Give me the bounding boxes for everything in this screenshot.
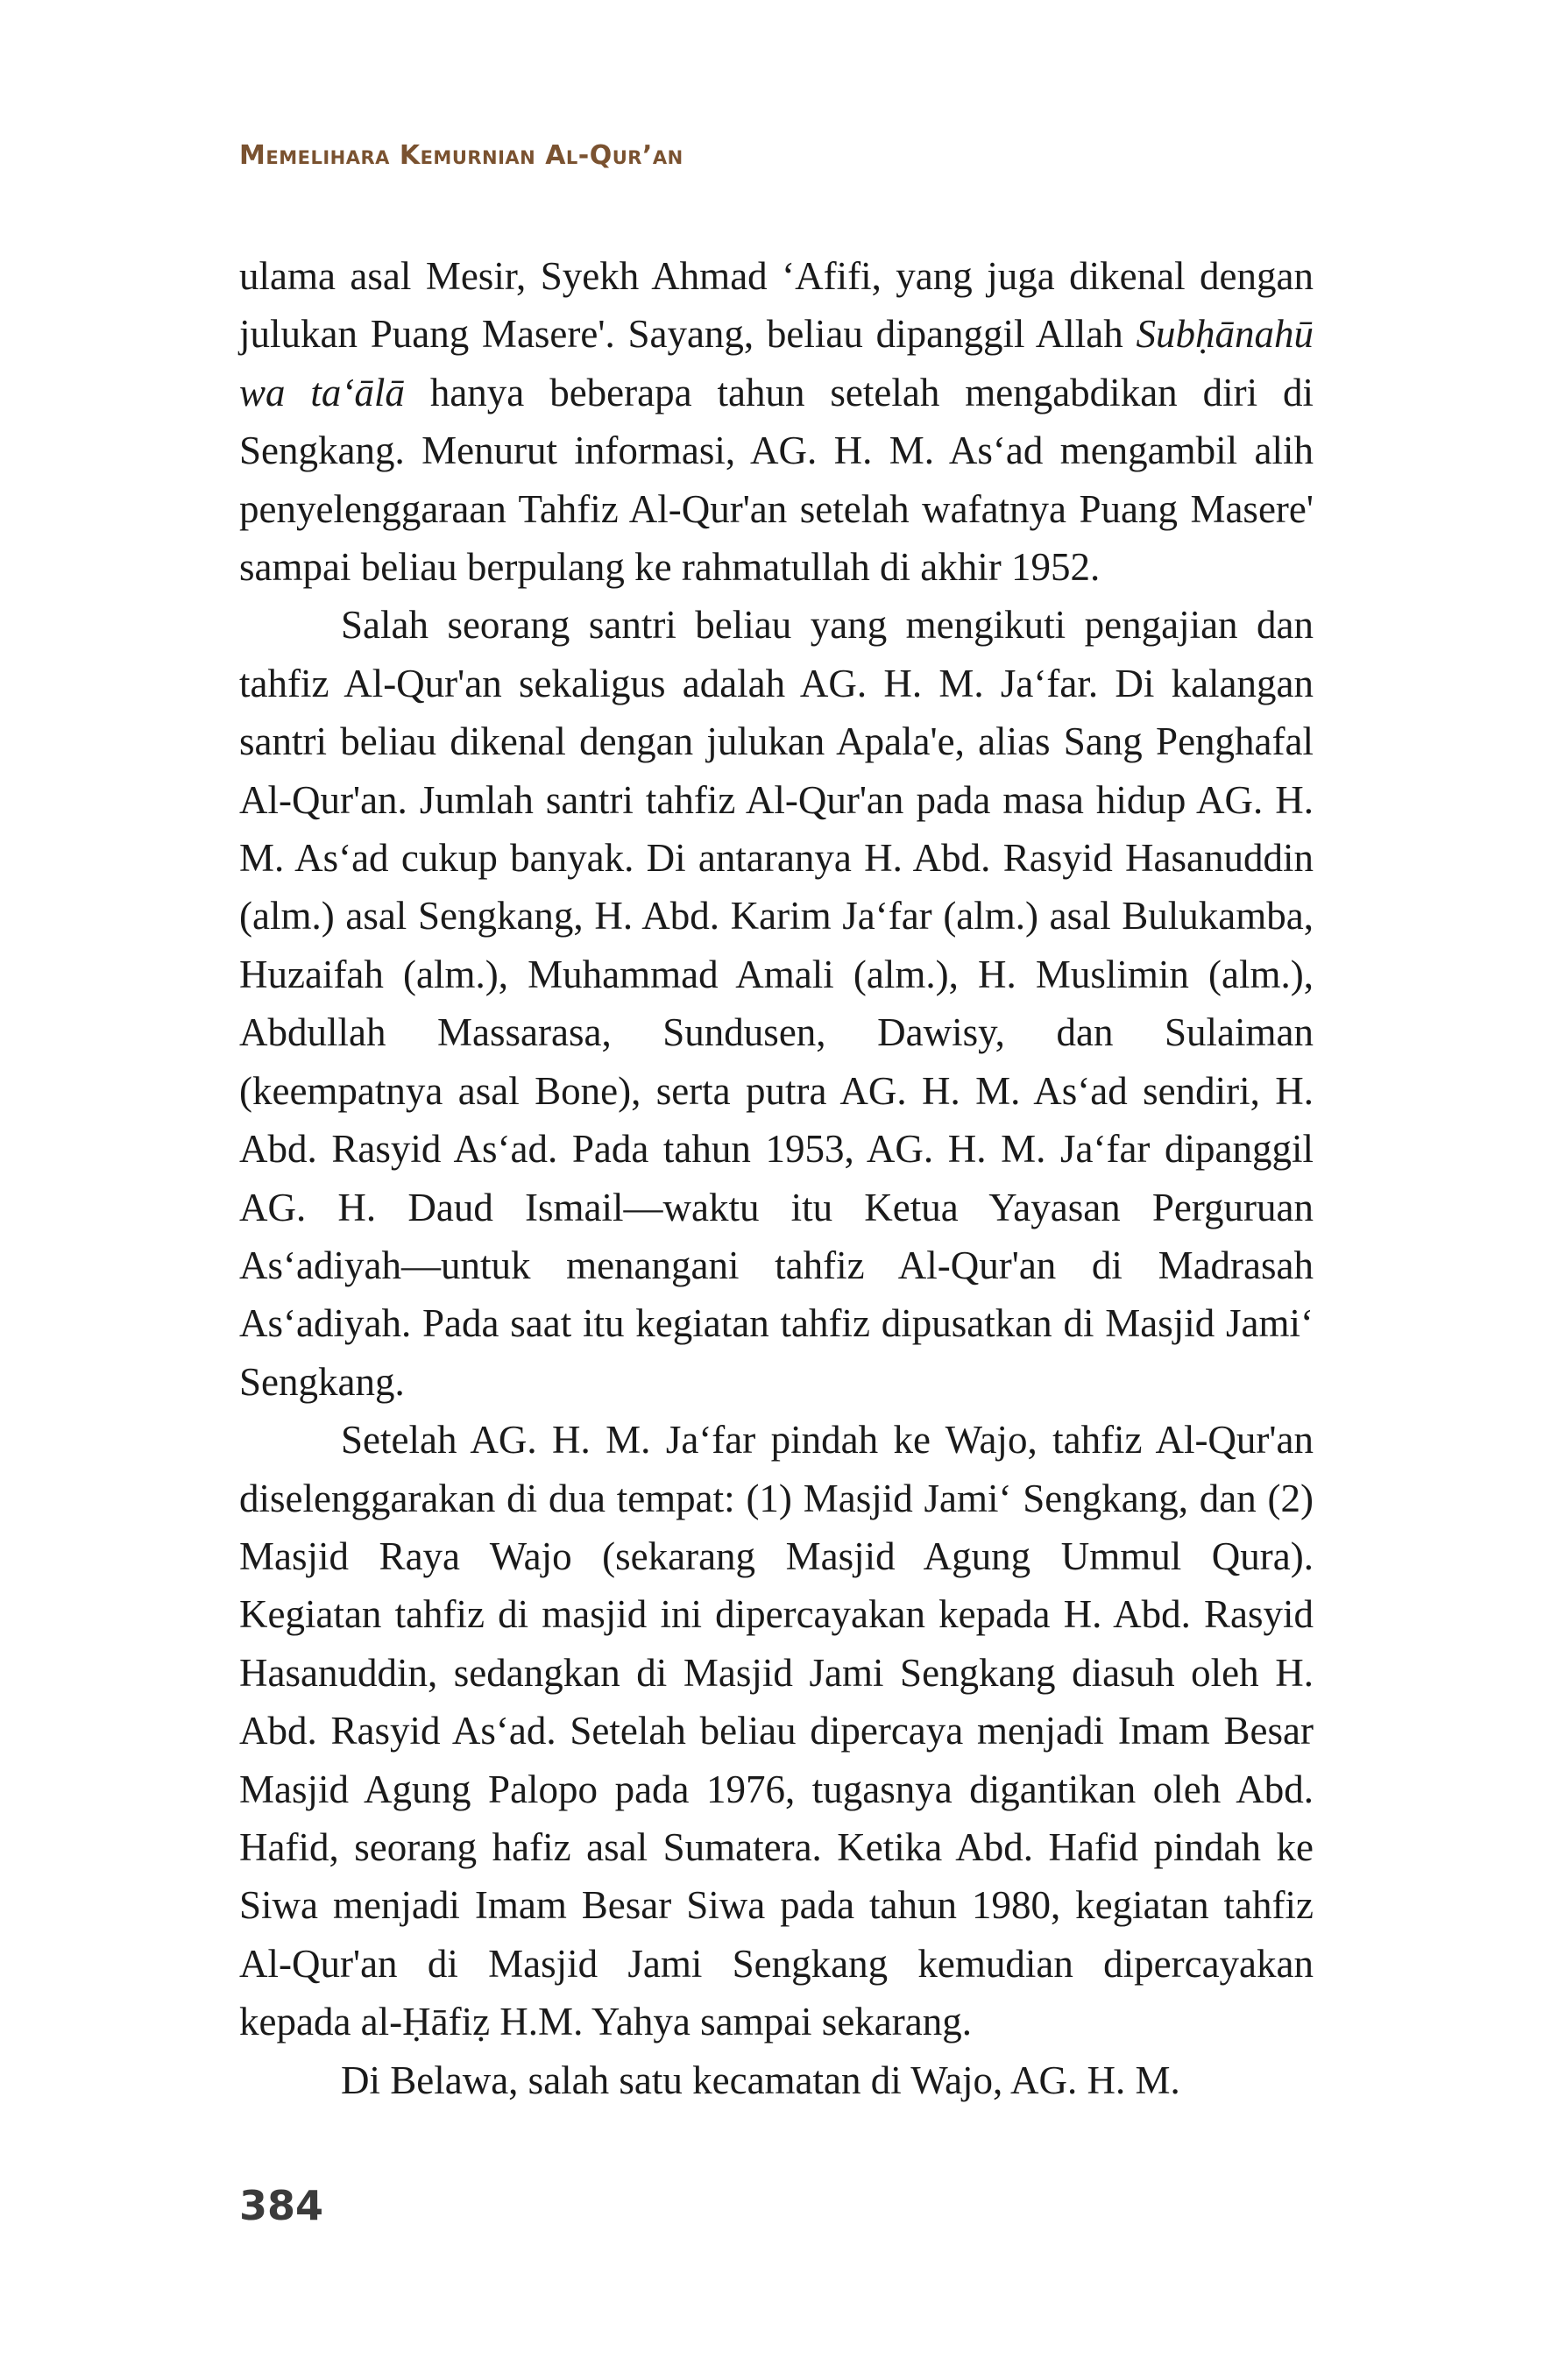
paragraph-1-part-a: ulama asal Mesir, Syekh Ahmad ‘Afifi, yang juga dikenal dengan julukan Puang Masere'. Sayang, beliau dipanggil Allah — [239, 254, 1314, 357]
paragraph-3: Setelah AG. H. M. Ja‘far pindah ke Wajo, tahfiz Al-Qur'an diselenggarakan di dua tempat: (1) Masjid Jami‘ Sengkang, dan (2) Masjid Raya Wajo (sekarang Masjid Agung Ummul Qura). Kegiatan tahfiz di masjid ini dipercayakan kepada H. Abd. Rasyid Hasanuddin, sedangkan di Masjid Jami Sengkang diasuh oleh H. Abd. Rasyid As‘ad. Setelah beliau dipercaya menjadi Imam Besar Masjid Agung Palopo pada 1976, tugasnya digantikan oleh Abd. Hafid, seorang hafiz asal Sumatera. Ketika Abd. Hafid pindah ke Siwa menjadi Imam Besar Siwa pada tahun 1980, kegiatan tahfiz Al-Qur'an di Masjid Jami Sengkang kemudian dipercayakan kepada al-Ḥāfiẓ H.M. Yahya sampai sekarang. — [239, 1418, 1314, 2044]
paragraph-1-italic-phrase: Subḥānahū wa ta‘ālā — [239, 312, 1314, 414]
paragraph-1-part-b: hanya beberapa tahun setelah mengabdikan diri di Sengkang. Menurut informasi, AG. H. M. As‘ad mengambil alih penyelenggaraan Tahfiz Al-Qur'an setelah wafatnya Puang Masere' sampai beliau berpulang ke rahmatullah di akhir 1952. — [239, 370, 1314, 590]
running-header: Memelihara Kemurnian Al-Qur’an — [239, 140, 683, 171]
body-text — [239, 247, 1314, 2109]
paragraph-1 — [239, 247, 1314, 596]
page-number: 384 — [239, 2182, 324, 2229]
paragraph-4: Di Belawa, salah satu kecamatan di Wajo, AG. H. M. — [341, 2058, 1180, 2102]
paragraph-2: Salah seorang santri beliau yang mengikuti pengajian dan tahfiz Al-Qur'an sekaligus adalah AG. H. M. Ja‘far. Di kalangan santri beliau dikenal dengan julukan Apala'e, alias Sang Penghafal Al-Qur'an. Jumlah santri tahfiz Al-Qur'an pada masa hidup AG. H. M. As‘ad cukup banyak. Di antaranya H. Abd. Rasyid Hasanuddin (alm.) asal Sengkang, H. Abd. Karim Ja‘far (alm.) asal Bulukamba, Huzaifah (alm.), Muhammad Amali (alm.), H. Muslimin (alm.), Abdullah Massarasa, Sundusen, Dawisy, dan Sulaiman (keempatnya asal Bone), serta putra AG. H. M. As‘ad sendiri, H. Abd. Rasyid As‘ad. Pada tahun 1953, AG. H. M. Ja‘far dipanggil AG. H. Daud Ismail—waktu itu Ketua Yayasan Perguruan As‘adiyah—untuk menangani tahfiz Al-Qur'an di Madrasah As‘adiyah. Pada saat itu kegiatan tahfiz dipusatkan di Masjid Jami‘ Sengkang. — [239, 603, 1314, 1404]
